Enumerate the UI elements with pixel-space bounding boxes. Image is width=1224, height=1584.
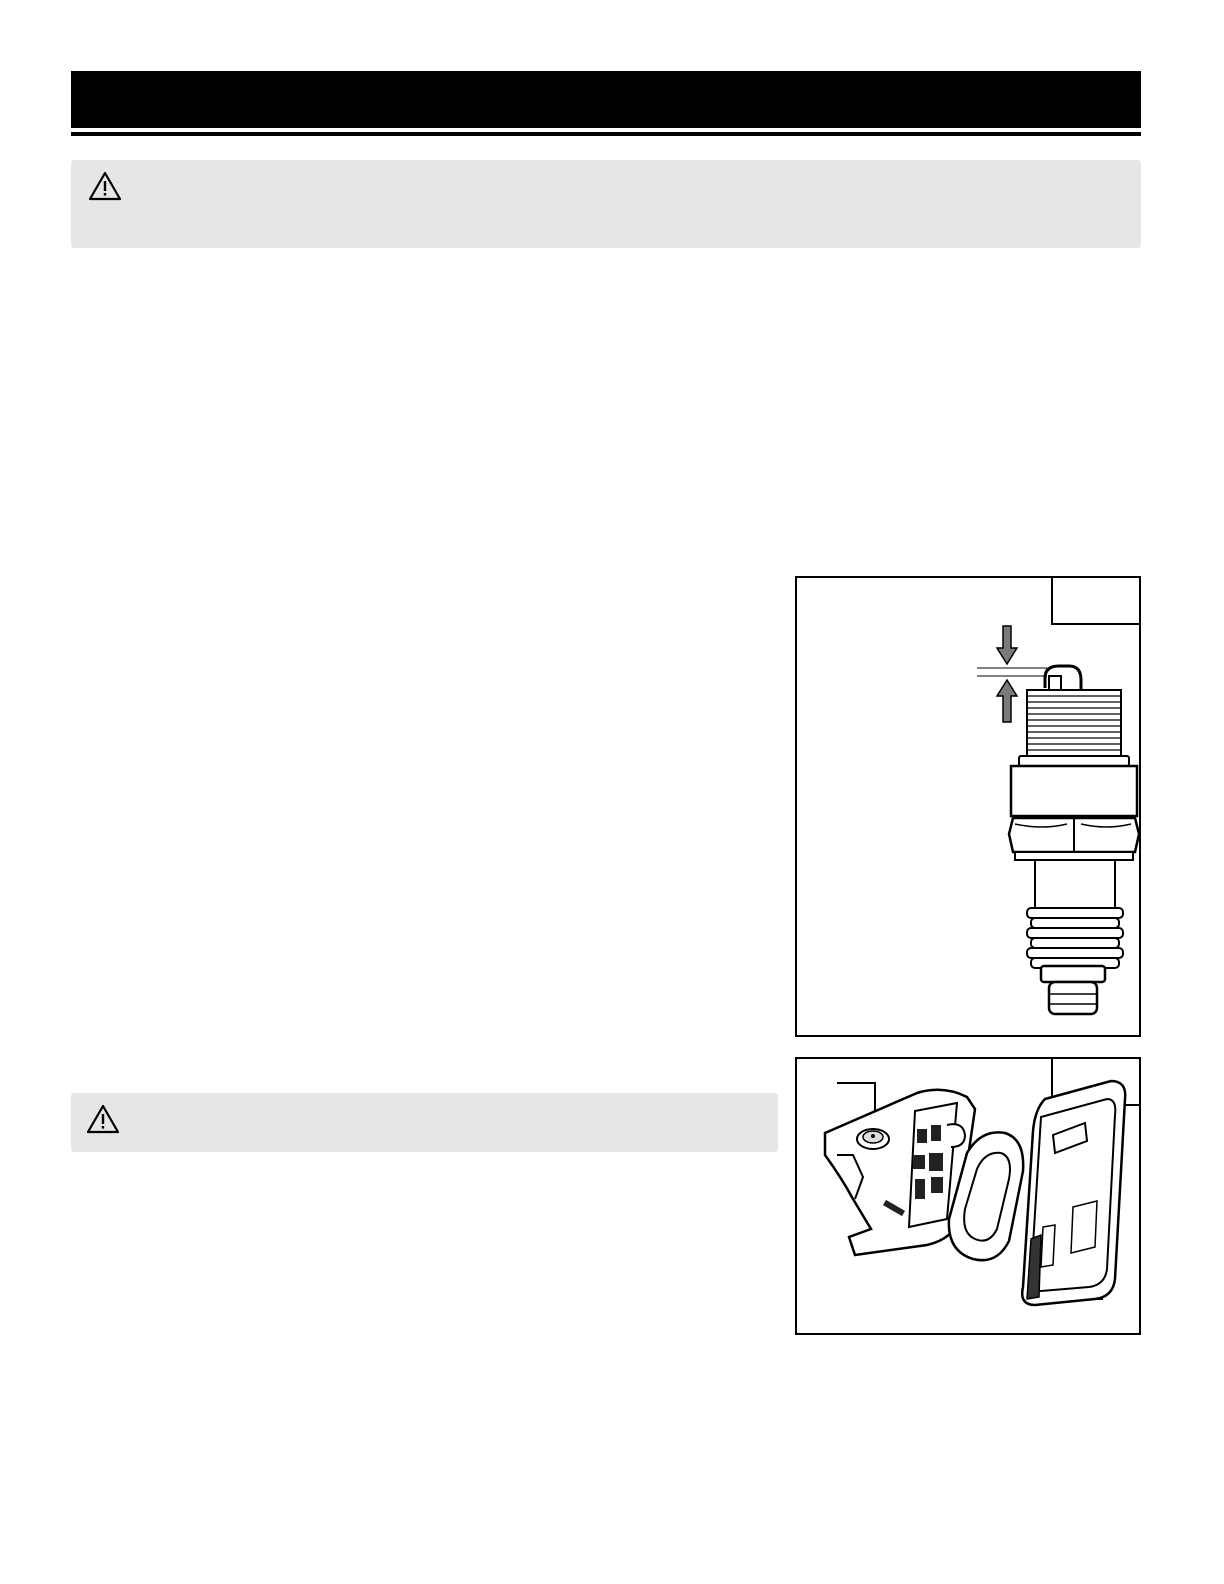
- air-filter-illustration: [797, 1059, 1143, 1337]
- figure-spark-plug: [795, 576, 1141, 1037]
- plug-insulator: [1035, 860, 1115, 908]
- insulator-ribs: [1027, 908, 1123, 968]
- warning-triangle-icon: [85, 1103, 121, 1135]
- plug-threads: [1027, 690, 1121, 756]
- plug-body: [1011, 766, 1137, 816]
- warning-box-mid: [71, 1093, 778, 1152]
- plug-terminal-base: [1041, 966, 1105, 982]
- figure-air-filter: [795, 1057, 1141, 1335]
- header-rule: [71, 132, 1141, 136]
- spark-plug-illustration: [797, 578, 1143, 1039]
- filter-cover: [1022, 1081, 1125, 1305]
- warning-box-top: [71, 160, 1141, 248]
- callout-line-housing: [837, 1083, 875, 1111]
- plug-gasket: [1019, 756, 1129, 766]
- center-electrode: [1049, 676, 1061, 690]
- gap-arrow-down: [997, 626, 1017, 664]
- plug-terminal-nut: [1049, 982, 1097, 1014]
- section-header-bar: [71, 71, 1141, 128]
- gap-arrow-up: [997, 680, 1017, 722]
- warning-triangle-icon: [87, 170, 123, 202]
